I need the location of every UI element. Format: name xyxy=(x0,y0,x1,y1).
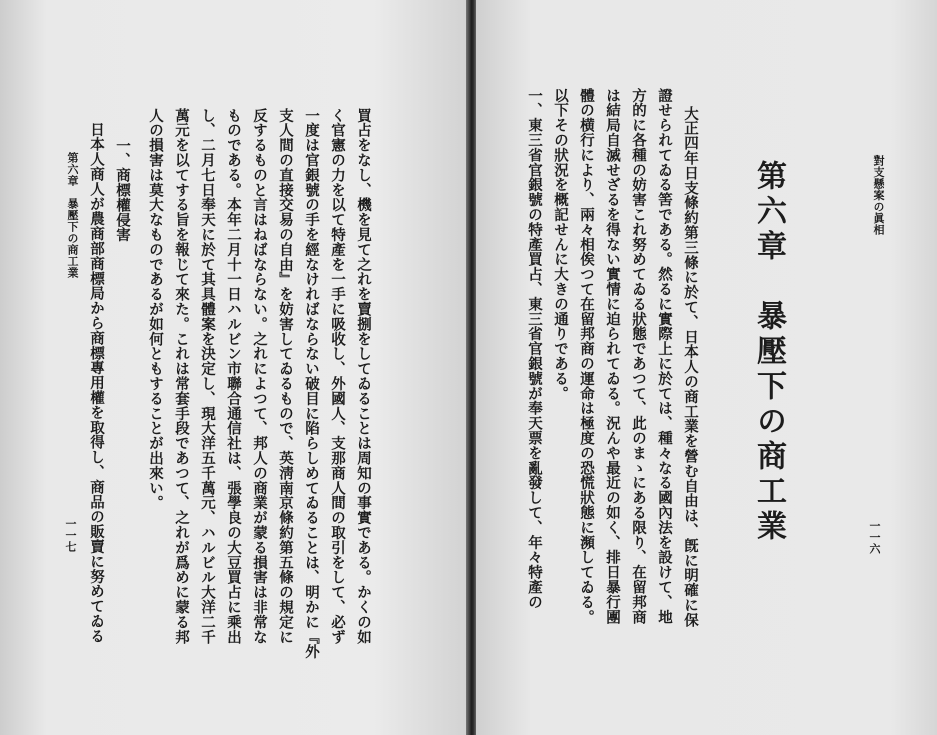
text-line: 支人間の直接交易の自由』を妨害してゐるもので、英淸南京條約第五條の規定に xyxy=(277,108,294,645)
text-line: ものである。本年二月十一日ハルビン市聯合通信社は、張學良の大豆買占に乘出 xyxy=(225,108,242,645)
right-page xyxy=(476,0,937,735)
text-line: 方的に各種の妨害これ努めてゐる狀態であつて、此のまゝにある限り、在留邦商 xyxy=(630,88,647,625)
text-line: 一度は官銀號の手を經なければならない破目に陷らしめてゐることは、明かに『外 xyxy=(303,108,320,660)
chapter-title: 第六章 暴壓下の商工業 xyxy=(751,160,786,545)
text-line: 以下その狀況を概記せんに大きの通りである。 xyxy=(552,88,569,401)
right-page-number: 一一六 xyxy=(868,520,881,555)
text-line: し、二月七日奉天に於て其具體案を決定し、現大洋五千萬元、ハルビル大洋二千 xyxy=(199,108,216,645)
left-running-head: 第六章 暴壓下の商工業 xyxy=(66,152,79,279)
left-page-number: 一一七 xyxy=(64,518,77,553)
text-line: 買占をなし、機を見て之れを賣捌をしてゐることは周知の事實である。かくの如 xyxy=(355,108,372,645)
section-heading: 一、商標權侵害 xyxy=(114,138,131,243)
text-line: 日本人商人が農商部商標局から商標專用權を取得し、商品の販賣に努めてゐる xyxy=(88,122,105,644)
text-line: 大正四年日支條約第三條に於て、日本人の商工業を營む自由は、旣に明確に保 xyxy=(682,106,699,628)
text-line: 一、東三省官銀號の特產買占、東三省官銀號が奉天票を亂發して、年々特產の xyxy=(526,88,543,610)
text-line: く官憲の力を以て特產を一手に吸收し、外國人、支那商人間の取引をして、必ず xyxy=(329,108,346,645)
text-line: 證せられてゐる筈である。然るに實際上に於ては、種々なる國內法を設けて、地 xyxy=(656,88,673,625)
text-line: 人の損害は莫大なものであるが如何ともすることが出來い。 xyxy=(147,108,164,511)
text-line: 萬元を以てする旨を報じて來た。これは常套手段であつて、之れが爲めに蒙る邦 xyxy=(173,108,190,645)
text-line: 反するものと言はねばならない。之れによつて、邦人の商業が蒙る損害は非常な xyxy=(251,108,268,645)
text-line: は結局自滅せざるを得ない實情に迫られてゐる。況んや最近の如く、排日暴行團 xyxy=(604,88,621,625)
right-running-head: 對支懸案の眞相 xyxy=(872,155,885,236)
text-line: 體の横行により、兩々相俟つて在留邦商の運命は極度の恐慌狀態に瀕してゐる。 xyxy=(578,88,595,625)
left-page xyxy=(0,0,468,735)
